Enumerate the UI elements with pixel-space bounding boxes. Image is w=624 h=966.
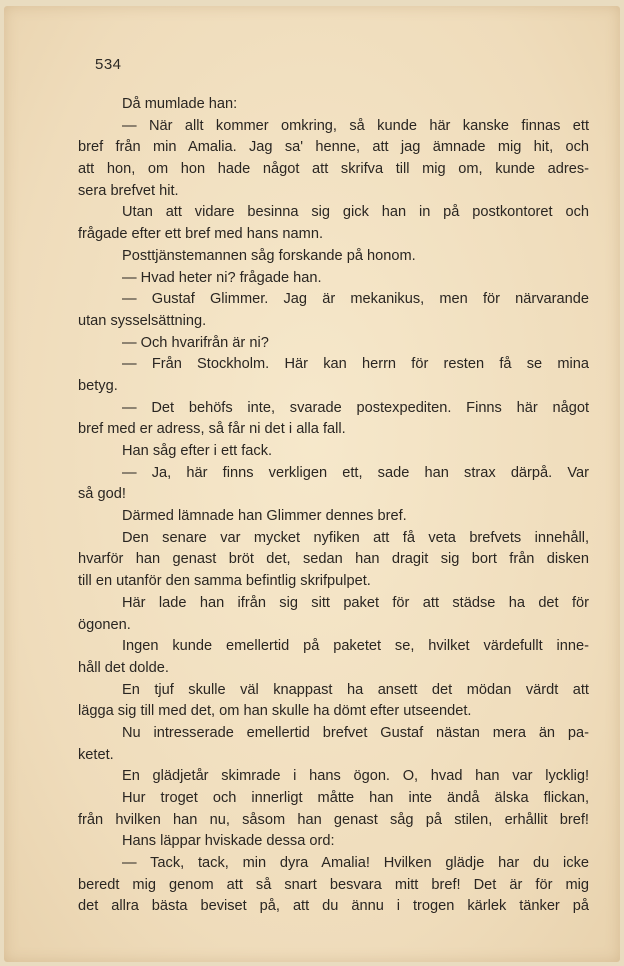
text-line: så god! <box>78 486 126 503</box>
text-line: beredt mig genom att så snart besvara mitt bref! Det är för mig <box>78 876 589 893</box>
text-line: — Och hvarifrån är ni? <box>122 334 269 351</box>
book-page <box>4 6 620 962</box>
text-line: — Hvad heter ni? frågade han. <box>122 269 322 286</box>
text-line: frågade efter ett bref med hans namn. <box>78 226 323 243</box>
text-line: att hon, om hon hade något att skrifva till mig om, kunde adres- <box>78 161 589 178</box>
text-line: Den senare var mycket nyfiken att få veta brefvets innehåll, <box>122 529 589 546</box>
text-line: Utan att vidare besinna sig gick han in på postkontoret och <box>122 204 589 221</box>
text-line: Hans läppar hviskade dessa ord: <box>122 833 335 850</box>
text-line: Då mumlade han: <box>122 96 238 112</box>
text-line: En tjuf skulle väl knappast ha ansett det mödan värdt att <box>122 681 589 698</box>
text-line: — Från Stockholm. Här kan herrn för resten få se mina <box>122 356 589 373</box>
text-line: ögonen. <box>78 616 131 633</box>
text-line: — Ja, här finns verkligen ett, sade han strax därpå. Var <box>122 464 589 481</box>
text-line: från hvilken han nu, såsom han genast såg på stilen, erhållit bref! <box>78 811 589 828</box>
text-line: till en utanför den samma befintlig skrifpulpet. <box>78 573 371 590</box>
text-line: — Det behöfs inte, svarade postexpediten. Finns här något <box>122 399 589 416</box>
body-text <box>78 94 589 918</box>
text-line: Ingen kunde emellertid på paketet se, hvilket värdefullt inne- <box>122 638 589 655</box>
text-line: betyg. <box>78 377 118 394</box>
text-line: Nu intresserade emellertid brefvet Gustaf nästan mera än pa- <box>122 724 589 741</box>
text-line: Han såg efter i ett fack. <box>122 443 273 459</box>
page-number: 534 <box>95 56 122 73</box>
text-line: det allra bästa beviset på, att du ännu i trogen kärlek tänker på <box>78 898 589 915</box>
text-line: sera brefvet hit. <box>78 182 179 199</box>
text-line: — När allt kommer omkring, så kunde här kanske finnas ett <box>122 117 589 134</box>
text-line: Posttjänstemannen såg forskande på honom. <box>122 247 416 264</box>
text-line: lägga sig till med det, om han skulle ha dömt efter utseendet. <box>78 703 472 720</box>
text-line: bref med er adress, så får ni det i alla fall. <box>78 421 346 438</box>
text-line: ketet. <box>78 746 114 763</box>
text-line: — Tack, tack, min dyra Amalia! Hvilken glädje har du icke <box>122 855 589 872</box>
text-line: Här lade han ifrån sig sitt paket för att städse ha det för <box>122 594 589 611</box>
text-line: bref från min Amalia. Jag sa' henne, att jag ämnade mig hit, och <box>78 139 589 156</box>
text-line: En glädjetår skimrade i hans ögon. O, hvad han var lycklig! <box>122 768 589 785</box>
text-line: — Gustaf Glimmer. Jag är mekanikus, men för närvarande <box>122 291 589 308</box>
text-line: Hur troget och innerligt måtte han inte ändå älska flickan, <box>122 790 589 806</box>
text-line: håll det dolde. <box>78 659 169 676</box>
text-line: hvarför han genast bröt det, sedan han dragit sig bort från disken <box>78 551 589 568</box>
text-line: utan sysselsättning. <box>78 312 207 329</box>
text-line: Därmed lämnade han Glimmer dennes bref. <box>122 508 407 525</box>
